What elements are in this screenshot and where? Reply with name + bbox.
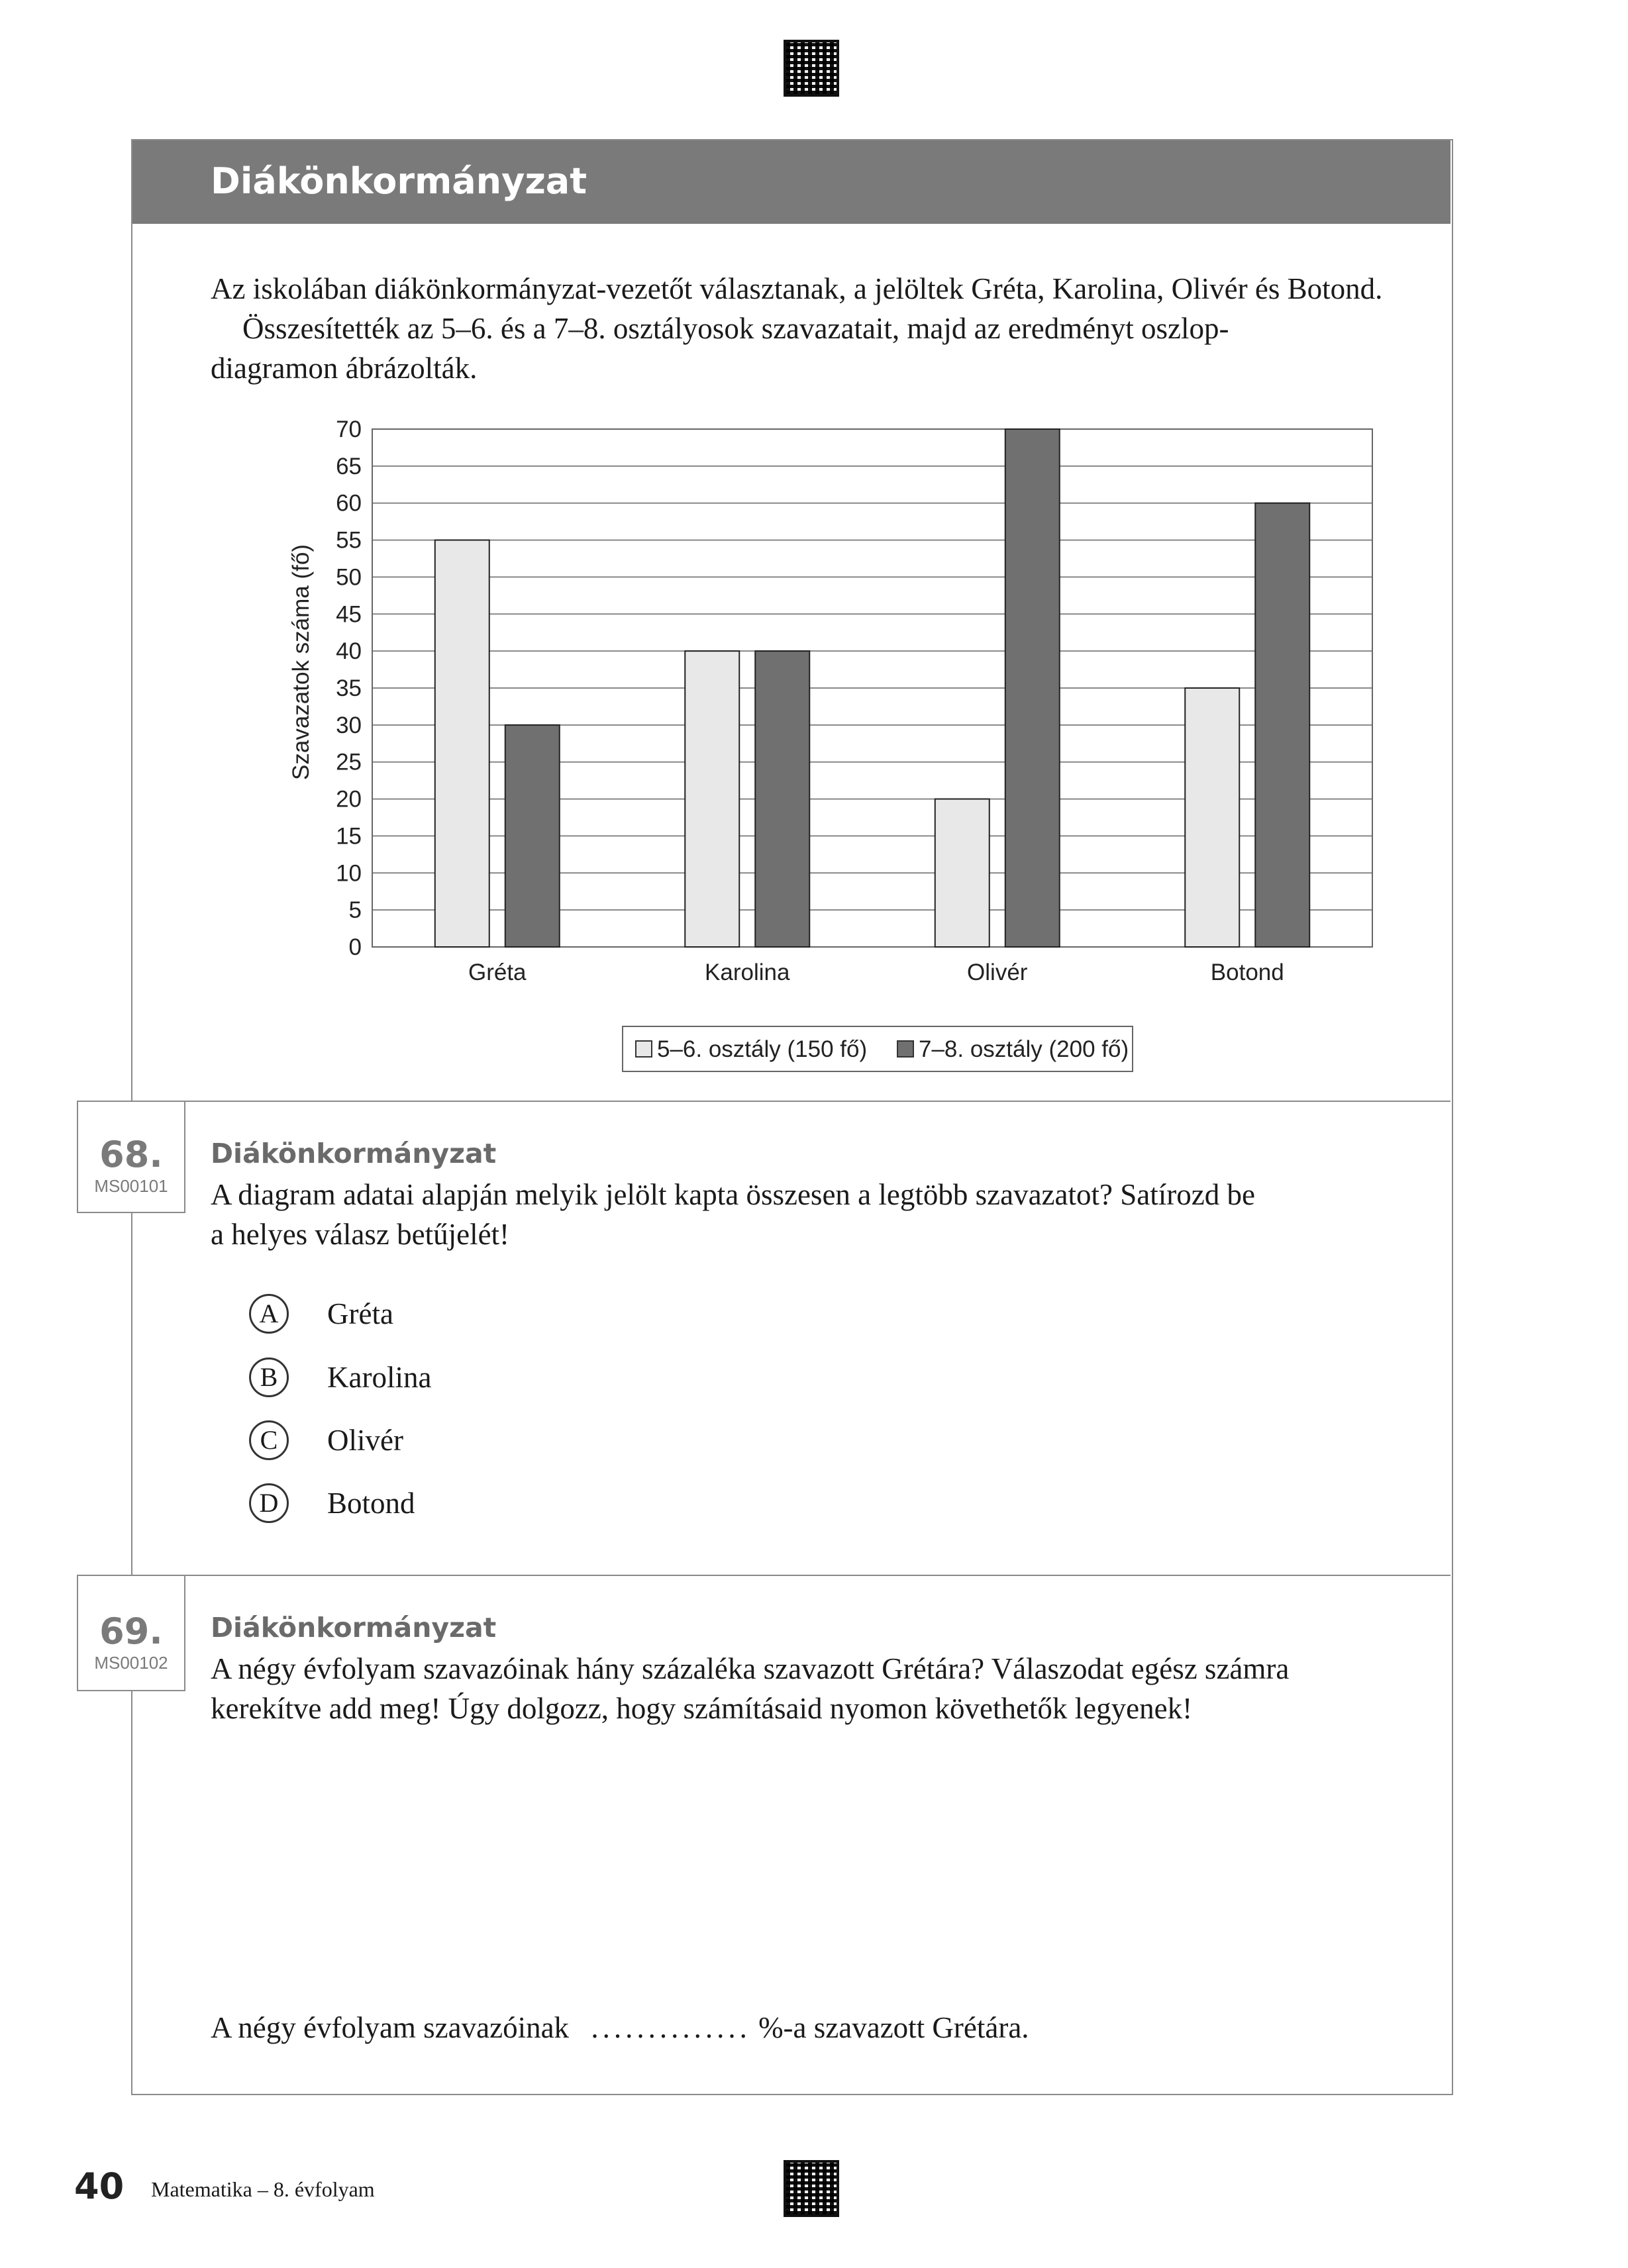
option-d-label: Botond bbox=[327, 1487, 415, 1520]
section-title: Diákönkormányzat bbox=[211, 160, 587, 202]
bar-botond-series-1 bbox=[1185, 688, 1239, 947]
bar-karolina-series-2 bbox=[755, 651, 809, 947]
bar-chart bbox=[265, 397, 1404, 1086]
top-qr-code bbox=[784, 40, 839, 97]
q69-code: MS00102 bbox=[94, 1653, 168, 1673]
intro-line-2: Összesítették az 5–6. és a 7–8. osztályosok szavazatait, majd az eredményt oszlop- bbox=[242, 312, 1229, 345]
y-tick-label: 50 bbox=[336, 564, 362, 591]
q68-number-box bbox=[77, 1101, 185, 1213]
q68-title: Diákönkormányzat bbox=[211, 1138, 497, 1169]
y-tick-label: 10 bbox=[336, 860, 362, 887]
q68-number: 68. bbox=[99, 1134, 163, 1175]
footer-subject: Matematika – 8. évfolyam bbox=[151, 2177, 375, 2201]
q69-question-line-2: kerekítve add meg! Úgy dolgozz, hogy számításaid nyomon követhetők legyenek! bbox=[211, 1692, 1193, 1725]
y-tick-label: 45 bbox=[336, 601, 362, 628]
bar-gréta-series-2 bbox=[505, 725, 560, 947]
bar-gréta-series-1 bbox=[435, 540, 489, 947]
x-category-label: Olivér bbox=[967, 960, 1028, 985]
option-a-label: Gréta bbox=[327, 1297, 393, 1330]
x-category-label: Karolina bbox=[705, 960, 790, 985]
y-tick-label: 55 bbox=[336, 527, 362, 554]
option-b-label: Karolina bbox=[327, 1361, 432, 1394]
y-tick-label: 70 bbox=[336, 417, 362, 442]
y-tick-label: 35 bbox=[336, 675, 362, 701]
legend-label-5-6: 5–6. osztály (150 fő) bbox=[657, 1036, 868, 1062]
option-d-bubble[interactable]: D bbox=[249, 1483, 289, 1523]
divider-q68 bbox=[132, 1101, 1450, 1102]
answer-suffix: %-a szavazott Grétára. bbox=[758, 2011, 1029, 2044]
bar-botond-series-2 bbox=[1255, 503, 1309, 947]
q69-title: Diákönkormányzat bbox=[211, 1612, 497, 1644]
divider-q69 bbox=[132, 1575, 1450, 1576]
y-tick-label: 25 bbox=[336, 749, 362, 775]
y-axis-label: Szavazatok száma (fő) bbox=[288, 544, 314, 780]
option-c-label: Olivér bbox=[327, 1424, 403, 1457]
chart-legend bbox=[623, 1026, 1133, 1071]
q68-question-line-2: a helyes válasz betűjelét! bbox=[211, 1218, 510, 1251]
page-number: 40 bbox=[74, 2165, 125, 2207]
x-category-label: Botond bbox=[1210, 960, 1284, 985]
bottom-qr-code bbox=[784, 2160, 839, 2217]
q69-answer-line bbox=[211, 2008, 1029, 2047]
q69-number: 69. bbox=[99, 1610, 163, 1652]
q69-question-line-1: A négy évfolyam szavazóinak hány százaléka szavazott Grétára? Válaszodat egész számra bbox=[211, 1652, 1290, 1685]
q68-code: MS00101 bbox=[94, 1176, 168, 1196]
y-tick-label: 60 bbox=[336, 490, 362, 517]
bar-karolina-series-1 bbox=[685, 651, 739, 947]
y-tick-label: 20 bbox=[336, 786, 362, 813]
intro-line-1: Az iskolában diákönkormányzat-vezetőt választanak, a jelöltek Gréta, Karolina, Olivér és Botond. bbox=[211, 272, 1383, 305]
y-tick-label: 15 bbox=[336, 823, 362, 850]
legend-swatch-5-6 bbox=[636, 1041, 652, 1057]
option-a-bubble[interactable]: A bbox=[249, 1294, 289, 1334]
y-tick-label: 65 bbox=[336, 453, 362, 479]
option-c-bubble[interactable]: C bbox=[249, 1420, 289, 1460]
intro-line-3: diagramon ábrázolták. bbox=[211, 352, 478, 385]
option-b-bubble[interactable]: B bbox=[249, 1357, 289, 1397]
answer-prefix: A négy évfolyam szavazóinak bbox=[211, 2011, 570, 2044]
bar-olivér-series-1 bbox=[935, 799, 990, 947]
y-tick-label: 40 bbox=[336, 638, 362, 665]
answer-blank[interactable]: .............. bbox=[591, 2011, 751, 2044]
y-tick-label: 30 bbox=[336, 712, 362, 738]
q69-number-box bbox=[77, 1575, 185, 1691]
y-tick-label: 5 bbox=[348, 897, 362, 924]
q68-question-line-1: A diagram adatai alapján melyik jelölt kapta összesen a legtöbb szavazatot? Satírozd be bbox=[211, 1178, 1255, 1211]
x-category-label: Gréta bbox=[468, 960, 527, 985]
bar-olivér-series-2 bbox=[1005, 429, 1060, 947]
legend-swatch-7-8 bbox=[897, 1041, 913, 1057]
q69-work-area[interactable] bbox=[211, 1748, 1416, 2000]
legend-label-7-8: 7–8. osztály (200 fő) bbox=[919, 1036, 1129, 1062]
y-tick-label: 0 bbox=[348, 934, 362, 960]
